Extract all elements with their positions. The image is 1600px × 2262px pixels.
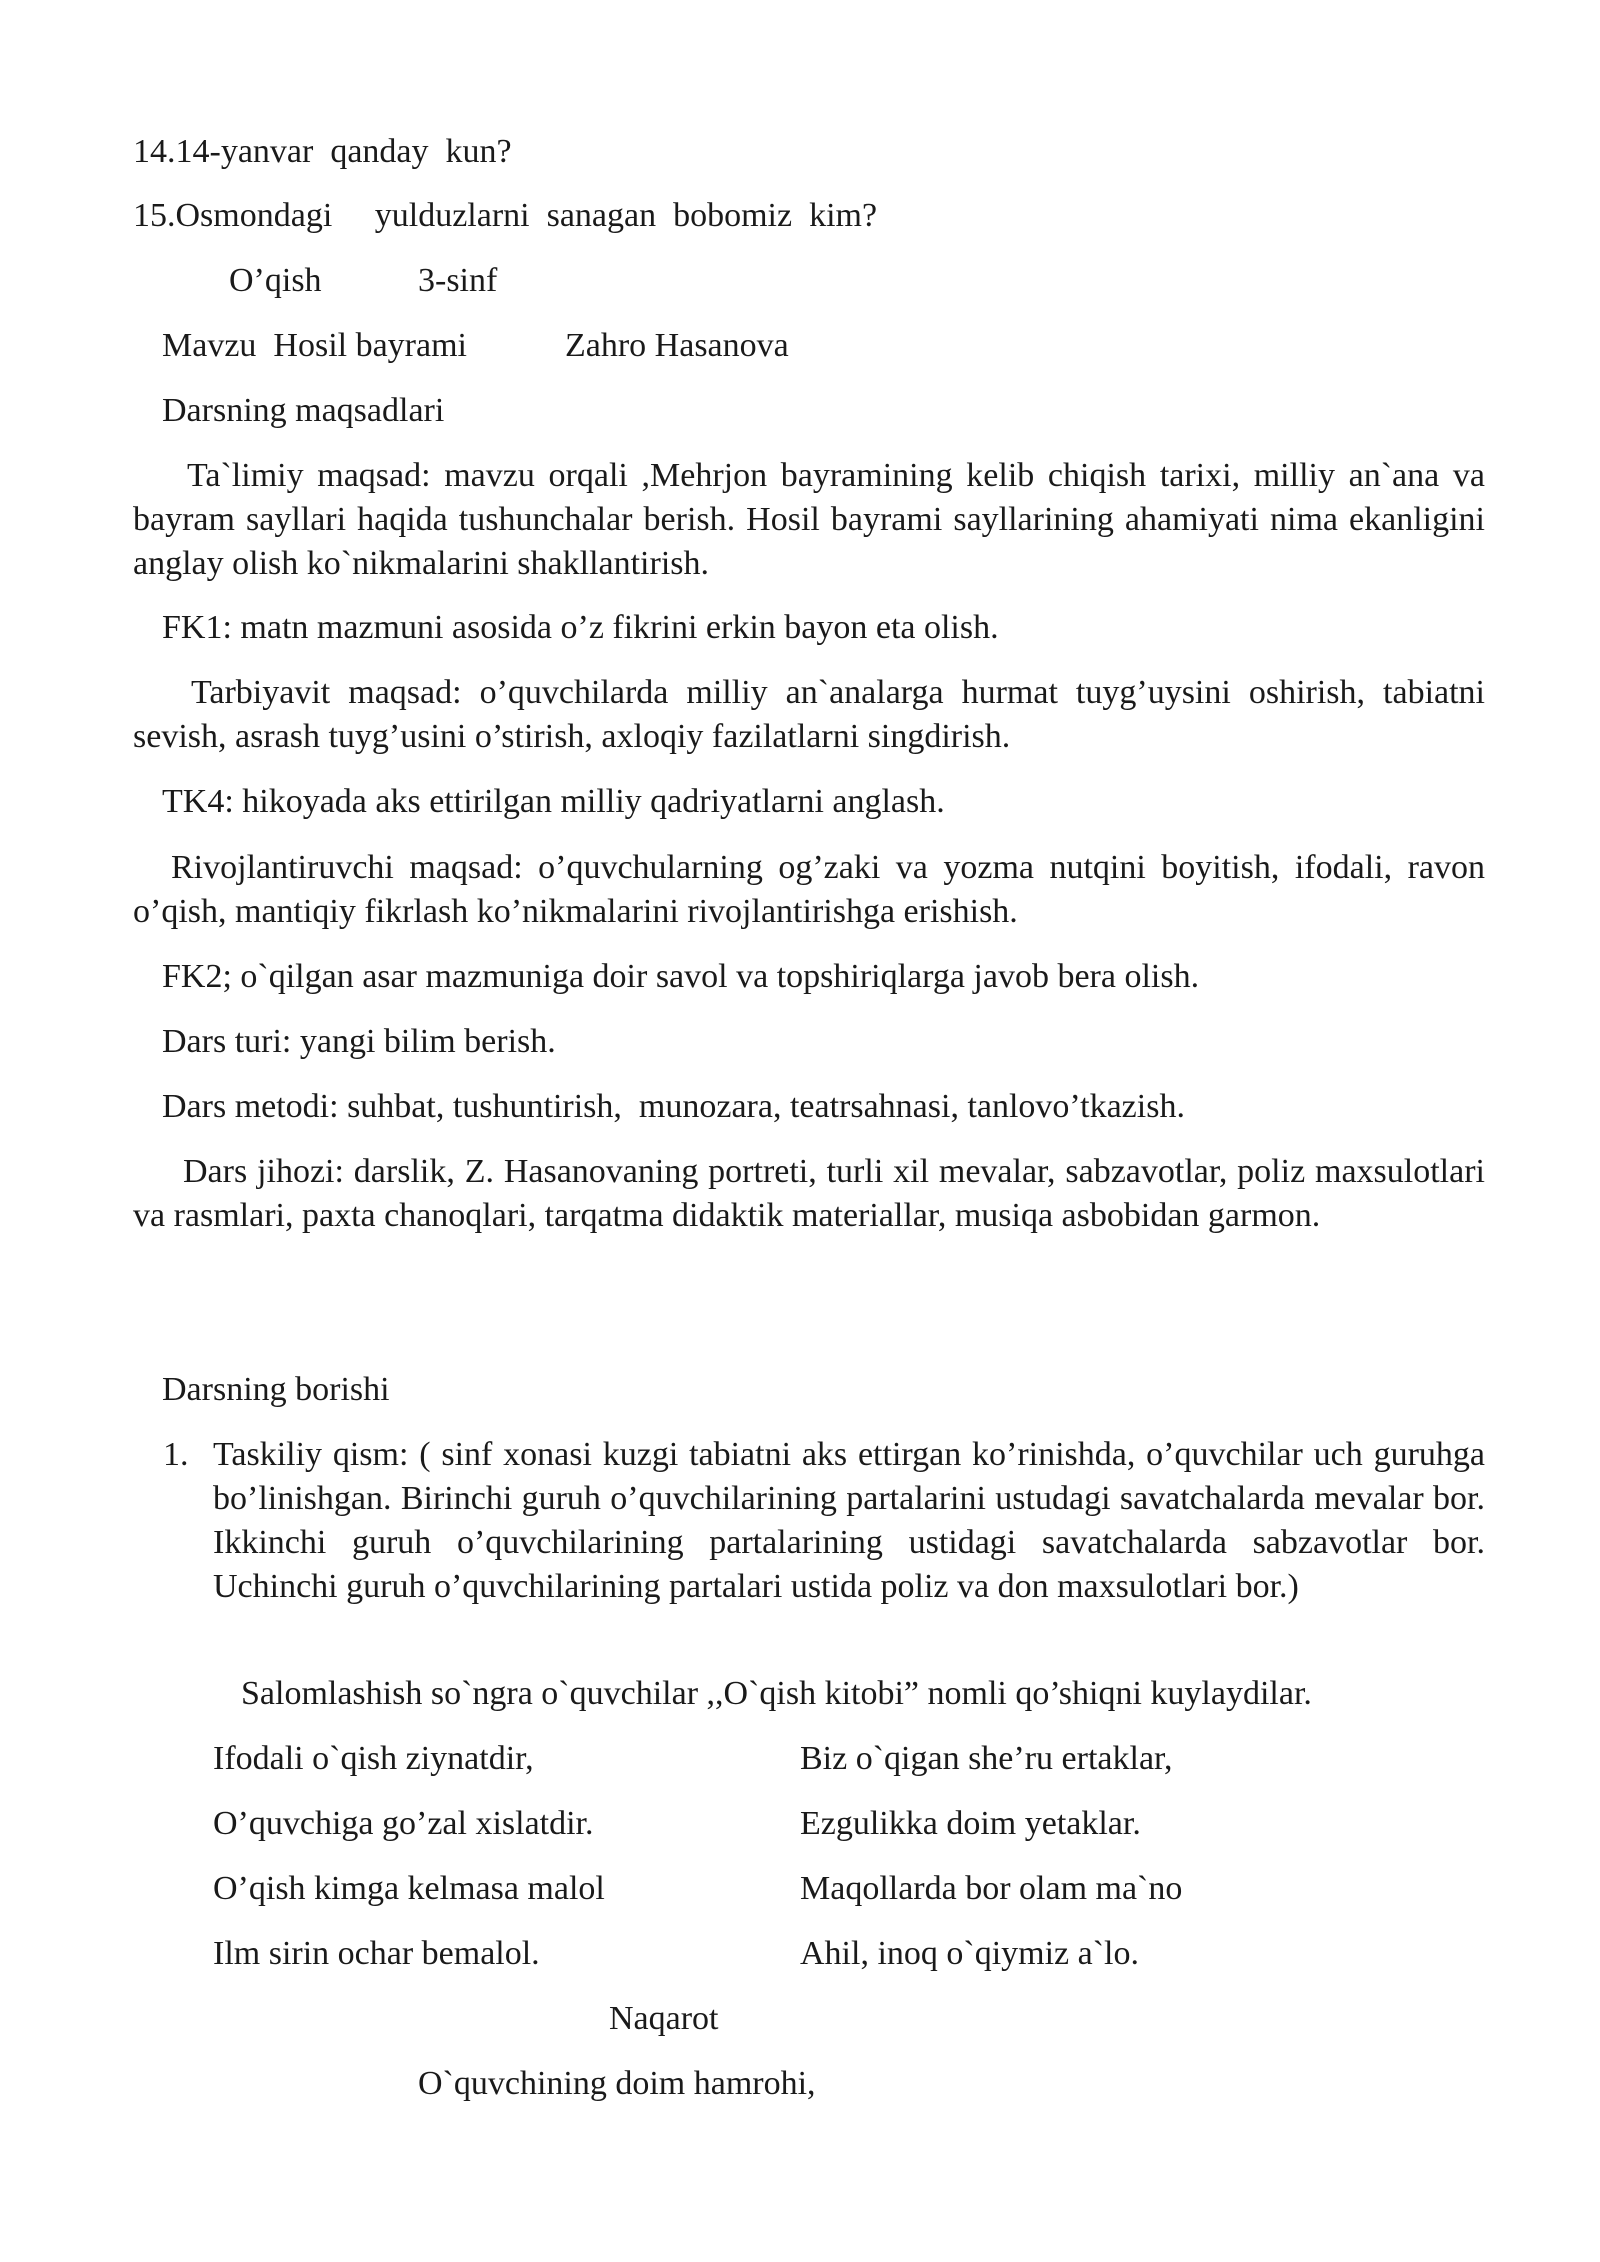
song-left-line: O’quvchiga go’zal xislatdir. xyxy=(213,1805,594,1842)
song-right-line: Ahil, inoq o`qiymiz a`lo. xyxy=(800,1935,1140,1972)
talimiy-paragraph: Ta`limiy maqsad: mavzu orqali ,Mehrjon bayramining kelib chiqish tarixi, milliy an`ana va bayram sayllari haqida tushunchalar berish. Hosil bayrami sayllarining ahamiyati nima ekanligini anglay olish ko`nikmalarini shakllantirish. xyxy=(133,457,1485,582)
fk1-line: FK1: matn mazmuni asosida o’z fikrini erkin bayon eta olish. xyxy=(162,609,999,646)
list-item-number: 1. xyxy=(163,1436,189,1473)
song-left-line: O’qish kimga kelmasa malol xyxy=(213,1870,605,1907)
grade-label: 3-sinf xyxy=(418,262,498,299)
goals-title: Darsning maqsadlari xyxy=(162,392,445,429)
refrain-title: Naqarot xyxy=(609,2000,719,2037)
subject-label: O’qish xyxy=(229,262,322,299)
dars-turi-line: Dars turi: yangi bilim berish. xyxy=(162,1023,556,1060)
topic-label: Mavzu Hosil bayrami xyxy=(162,327,467,364)
song-right-line: Ezgulikka doim yetaklar. xyxy=(800,1805,1141,1842)
question-15: 15.Osmondagi yulduzlarni sanagan bobomiz kim? xyxy=(133,197,878,234)
refrain-line: O`quvchining doim hamrohi, xyxy=(418,2065,816,2102)
question-14: 14.14-yanvar qanday kun? xyxy=(133,133,512,170)
list-item xyxy=(133,1433,1485,1653)
dars-jihozi-paragraph: Dars jihozi: darslik, Z. Hasanovaning portreti, turli xil mevalar, sabzavotlar, poliz maxsulotlari va rasmlari, paxta chanoqlari, tarqatma didaktik materiallar, musiqa asbobidan garmon. xyxy=(133,1153,1485,1234)
song-right-line: Biz o`qigan she’ru ertaklar, xyxy=(800,1740,1173,1777)
song-left-line: Ilm sirin ochar bemalol. xyxy=(213,1935,540,1972)
borishi-title: Darsning borishi xyxy=(162,1371,390,1408)
tk4-line: TK4: hikoyada aks ettirilgan milliy qadriyatlarni anglash. xyxy=(162,783,945,820)
list-item-text: Taskiliy qism: ( sinf xonasi kuzgi tabiatni aks ettirgan ko’rinishda, o’quvchilar uch guruhga bo’linishgan. Birinchi guruh o’quvchilarining partalarini ustudagi savatchalarda mevalar bor. Ikkinchi guruh o’quvchilarining partalarining ustidagi savatchalarda sabzavotlar bor. Uchinchi guruh o’quvchilarining partalari ustida poliz va don maxsulotlari bor.) xyxy=(213,1436,1485,1605)
greeting-line: Salomlashish so`ngra o`quvchilar ,,O`qish kitobi” nomli qo’shiqni kuylaydilar. xyxy=(241,1675,1312,1712)
song-left-line: Ifodali o`qish ziynatdir, xyxy=(213,1740,534,1777)
rivojlantiruvchi-paragraph: Rivojlantiruvchi maqsad: o’quvchularning og’zaki va yozma nutqini boyitish, ifodali, ravon o’qish, mantiqiy fikrlash ko’nikmalarini rivojlantirishga erishish. xyxy=(133,849,1485,930)
song-right-line: Maqollarda bor olam ma`no xyxy=(800,1870,1183,1907)
author-name: Zahro Hasanova xyxy=(565,327,789,364)
dars-metodi-line: Dars metodi: suhbat, tushuntirish, munozara, teatrsahnasi, tanlovo’tkazish. xyxy=(162,1088,1185,1125)
fk2-line: FK2; o`qilgan asar mazmuniga doir savol va topshiriqlarga javob bera olish. xyxy=(162,958,1200,995)
tarbiyaviy-paragraph: Tarbiyavit maqsad: o’quvchilarda milliy an`analarga hurmat tuyg’uysini oshirish, tabiatni sevish, asrash tuyg’usini o’stirish, axloqiy fazilatlarni singdirish. xyxy=(133,674,1485,755)
